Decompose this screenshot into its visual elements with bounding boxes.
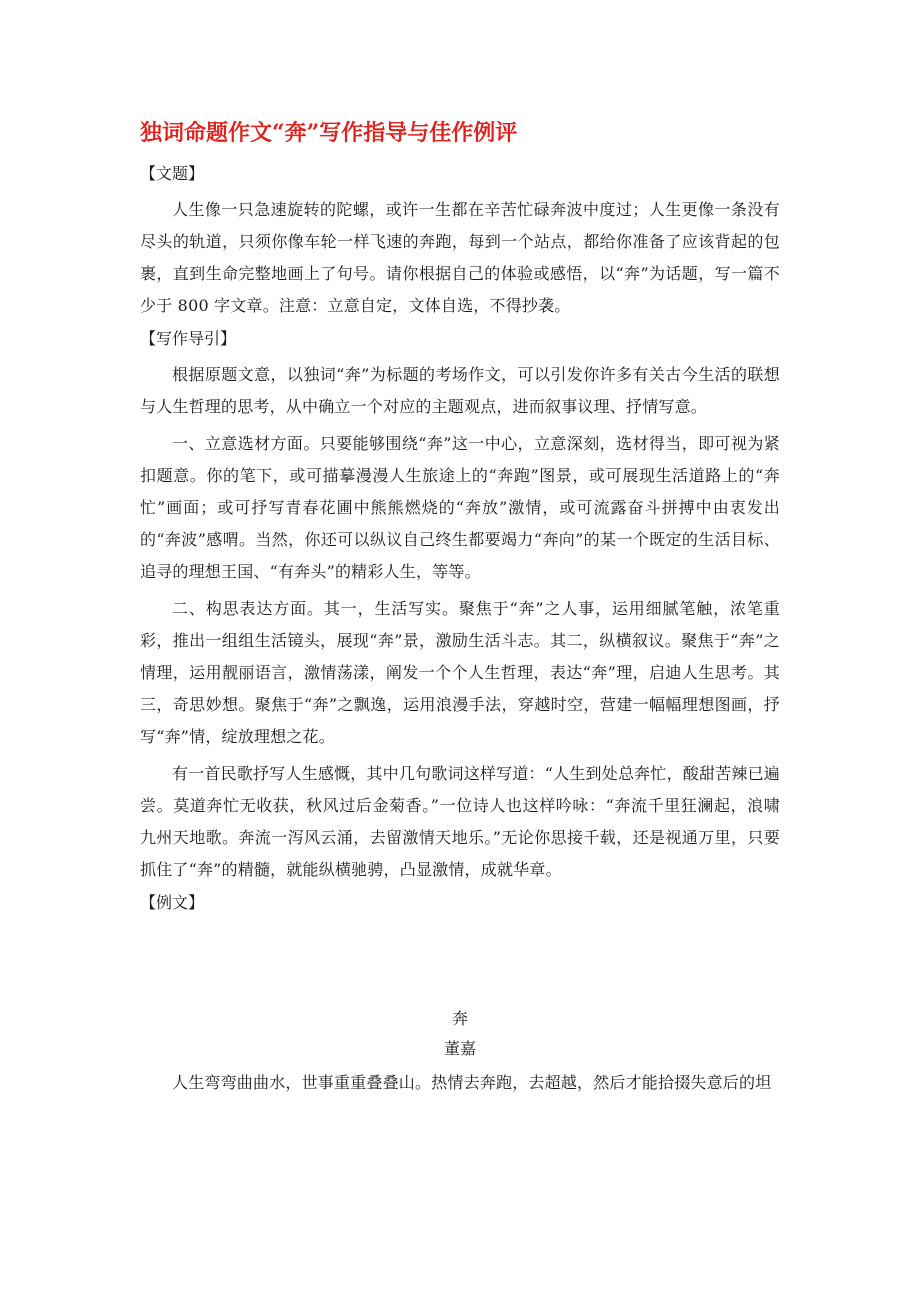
guide-paragraph: 一、立意选材方面。只要能够围绕“奔”这一中心，立意深刻，选材得当，即可视为紧扣题意。你的笔下，或可描摹漫漫人生旅途上的“奔跑”图景，或可展现生活道路上的“奔忙”画面；或可抒写青春花圃中熊熊燃烧的“奔放”激情，或可流露奋斗拼搏中由衷发出的“奔波”感喟。当然，你还可以纵议自己终生都要竭力“奔向”的某一个既定的生活目标、追寻的理想王国、“有奔头”的精彩人生，等等。: [140, 434, 780, 581]
essay-first-paragraph: 人生弯弯曲曲水，世事重重叠叠山。热情去奔跑，去超越，然后才能拾掇失意后的坦: [172, 1073, 772, 1092]
prompt-paragraph: 人生像一只急速旋转的陀螺，或许一生都在辛苦忙碌奔波中度过；人生更像一条没有尽头的轨道，只须你像车轮一样飞速的奔跑，每到一个站点，都给你准备了应该背起的包裹，直到生命完整地画上了句号。请你根据自己的体验或感悟，以“奔”为话题，写一篇不少于 800 字文章。注意：立意自定，文体自选，不得抄袭。: [140, 200, 780, 315]
guide-paragraph: 二、构思表达方面。其一，生活写实。聚焦于“奔”之人事，运用细腻笔触，浓笔重彩，推出一组组生活镜头，展现“奔”景，激励生活斗志。其二，纵横叙议。聚焦于“奔”之情理，运用靓丽语言，激情荡漾，阐发一个个人生哲理，表达“奔”理，启迪人生思考。其三，奇思妙想。聚焦于“奔”之飘逸，运用浪漫手法，穿越时空，营建一幅幅理想图画，抒写“奔”情，绽放理想之花。: [140, 599, 780, 746]
essay-title: 奔: [451, 1009, 468, 1028]
prompt-section-label: 【文题】: [140, 164, 205, 183]
essay-author: 董嘉: [443, 1039, 476, 1058]
guide-paragraph: 有一首民歌抒写人生感慨，其中几句歌词这样写道：“人生到处总奔忙，酸甜苦辣已遍尝。莫道奔忙无收获，秋风过后金菊香。”一位诗人也这样吟咏：“奔流千里狂澜起，浪啸九州天地歌。奔流一泻风云涌，去留激情天地乐。”无论你思接千载，还是视通万里，只要抓住了“奔”的精髓，就能纵横驰骋，凸显激情，成就华章。: [140, 764, 780, 879]
document-title: 独词命题作文“奔”写作指导与佳作例评: [140, 120, 518, 146]
document-page: [140, 118, 780, 1104]
guide-paragraph: 根据原题文意，以独词“奔”为标题的考场作文，可以引发你许多有关古今生活的联想与人生哲理的思考，从中确立一个对应的主题观点，进而叙事议理、抒情写意。: [140, 365, 780, 416]
guide-section-label: 【写作导引】: [140, 329, 237, 348]
example-section-label: 【例文】: [140, 893, 205, 912]
